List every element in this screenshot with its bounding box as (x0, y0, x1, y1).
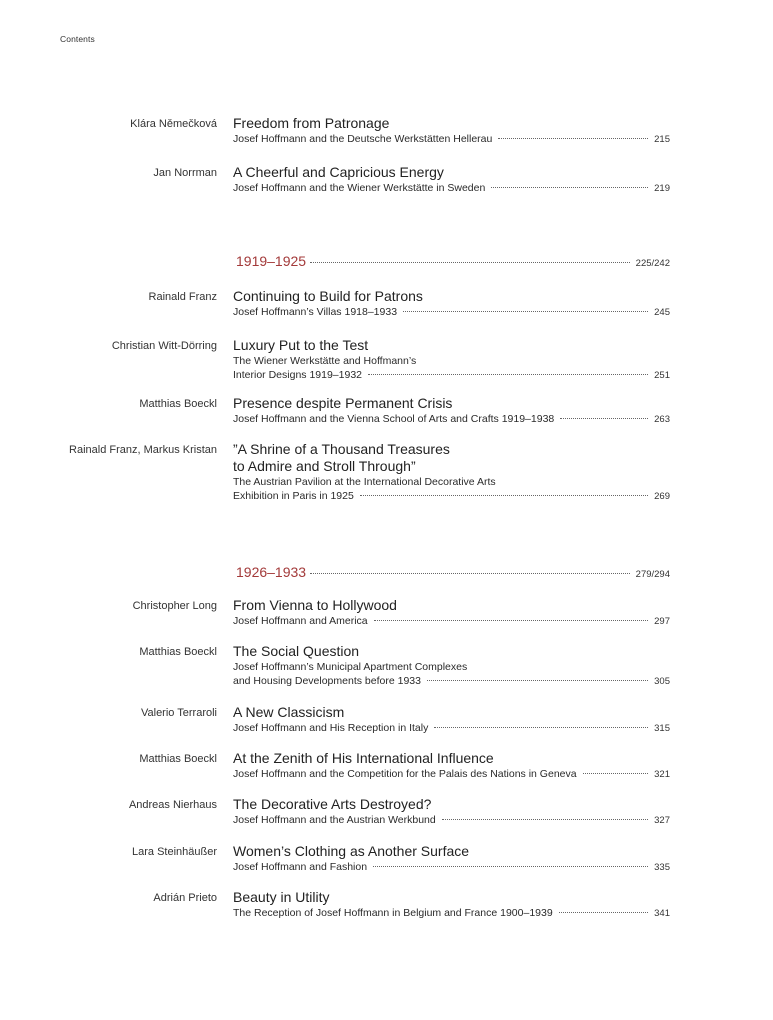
entry-subtitle: Josef Hoffmann and the Deutsche Werkstätten Hellerau (233, 133, 493, 145)
entry-author: Christian Witt-Dörring (111, 340, 217, 352)
entry-page-number: 321 (654, 769, 670, 780)
dot-leader (310, 573, 630, 574)
entry-title: From Vienna to Hollywood (233, 597, 397, 613)
entry-page-number: 335 (654, 862, 670, 873)
entry-author: Adrián Prieto (153, 892, 217, 904)
section-pages: 279/294 (635, 569, 670, 580)
entry-author: Lara Steinhäußer (132, 846, 217, 858)
entry-subtitle: and Housing Developments before 1933 (233, 675, 421, 687)
entry-subtitle: Josef Hoffmann and His Reception in Italy (233, 722, 429, 734)
dot-leader (360, 495, 648, 496)
entry-page-number: 269 (654, 491, 670, 502)
entry-page-number: 219 (654, 183, 670, 194)
entry-title: A Cheerful and Capricious Energy (233, 164, 444, 180)
dot-leader (368, 374, 648, 375)
section-pages: 225/242 (635, 258, 670, 269)
entry-author: Christopher Long (132, 600, 217, 612)
entry-subtitle: Josef Hoffmann and the Competition for the Palais des Nations in Geneva (233, 768, 577, 780)
entry-page-number: 315 (654, 723, 670, 734)
entry-subtitle-line: The Austrian Pavilion at the International Decorative Arts (233, 476, 496, 488)
section-years: 1919–1925 (236, 253, 307, 269)
section-heading-1919-1925[interactable] (236, 253, 670, 269)
entry-author: Matthias Boeckl (139, 646, 217, 658)
entry-author: Klára Němečková (130, 118, 217, 130)
entry-subtitle: Josef Hoffmann and Fashion (233, 861, 368, 873)
dot-leader (427, 680, 648, 681)
entry-page-number: 263 (654, 414, 670, 425)
dot-leader (491, 187, 648, 188)
entry-subtitle: Interior Designs 1919–1932 (233, 369, 363, 381)
dot-leader (310, 262, 630, 263)
entry-author: Matthias Boeckl (139, 753, 217, 765)
dot-leader (559, 912, 648, 913)
dot-leader (560, 418, 648, 419)
entry-subtitle: Josef Hoffmann and America (233, 615, 368, 627)
entry-title: Continuing to Build for Patrons (233, 288, 423, 304)
section-years: 1926–1933 (236, 564, 307, 580)
entry-page-number: 341 (654, 908, 670, 919)
section-heading-1926-1933[interactable] (236, 564, 670, 580)
entry-title: Beauty in Utility (233, 889, 330, 905)
entry-subtitle: Josef Hoffmann’s Villas 1918–1933 (233, 306, 398, 318)
entry-title-line-2: to Admire and Stroll Through” (233, 458, 416, 474)
entry-page-number: 251 (654, 370, 670, 381)
entry-title: The Social Question (233, 643, 360, 659)
entry-subtitle-line: The Wiener Werkstätte and Hoffmann’s (233, 355, 417, 367)
entry-subtitle: Josef Hoffmann and the Austrian Werkbund (233, 814, 436, 826)
entry-author: Valerio Terraroli (140, 707, 217, 719)
entry-subtitle: Josef Hoffmann and the Wiener Werkstätte in Sweden (233, 182, 486, 194)
entry-page-number: 305 (654, 676, 670, 687)
dot-leader (403, 311, 648, 312)
entry-author: Matthias Boeckl (139, 398, 217, 410)
entry-title: The Decorative Arts Destroyed? (233, 796, 432, 812)
entry-title: Women’s Clothing as Another Surface (233, 843, 470, 859)
dot-leader (498, 138, 648, 139)
entry-title: ”A Shrine of a Thousand Treasures (233, 441, 450, 457)
entry-subtitle-line: Josef Hoffmann’s Municipal Apartment Complexes (233, 661, 468, 673)
entry-subtitle: Josef Hoffmann and the Vienna School of Arts and Crafts 1919–1938 (233, 413, 555, 425)
entry-title: Presence despite Permanent Crisis (233, 395, 453, 411)
entry-author: Rainald Franz (148, 291, 217, 303)
entry-title: Freedom from Patronage (233, 115, 390, 131)
entry-page-number: 215 (654, 134, 670, 145)
entry-title: At the Zenith of His International Influence (233, 750, 494, 766)
running-head: Contents (60, 34, 95, 44)
dot-leader (583, 773, 649, 774)
dot-leader (434, 727, 648, 728)
dot-leader (442, 819, 648, 820)
entry-subtitle: Exhibition in Paris in 1925 (233, 490, 354, 502)
entry-title: Luxury Put to the Test (233, 337, 369, 353)
entry-title: A New Classicism (233, 704, 345, 720)
dot-leader (373, 866, 648, 867)
entry-author: Jan Norrman (153, 167, 217, 179)
entry-page-number: 245 (654, 307, 670, 318)
dot-leader (374, 620, 649, 621)
entry-author: Andreas Nierhaus (128, 799, 217, 811)
entry-author: Rainald Franz, Markus Kristan (69, 444, 217, 456)
entry-page-number: 297 (654, 616, 670, 627)
entry-subtitle: The Reception of Josef Hoffmann in Belgium and France 1900–1939 (233, 907, 553, 919)
entry-page-number: 327 (654, 815, 670, 826)
